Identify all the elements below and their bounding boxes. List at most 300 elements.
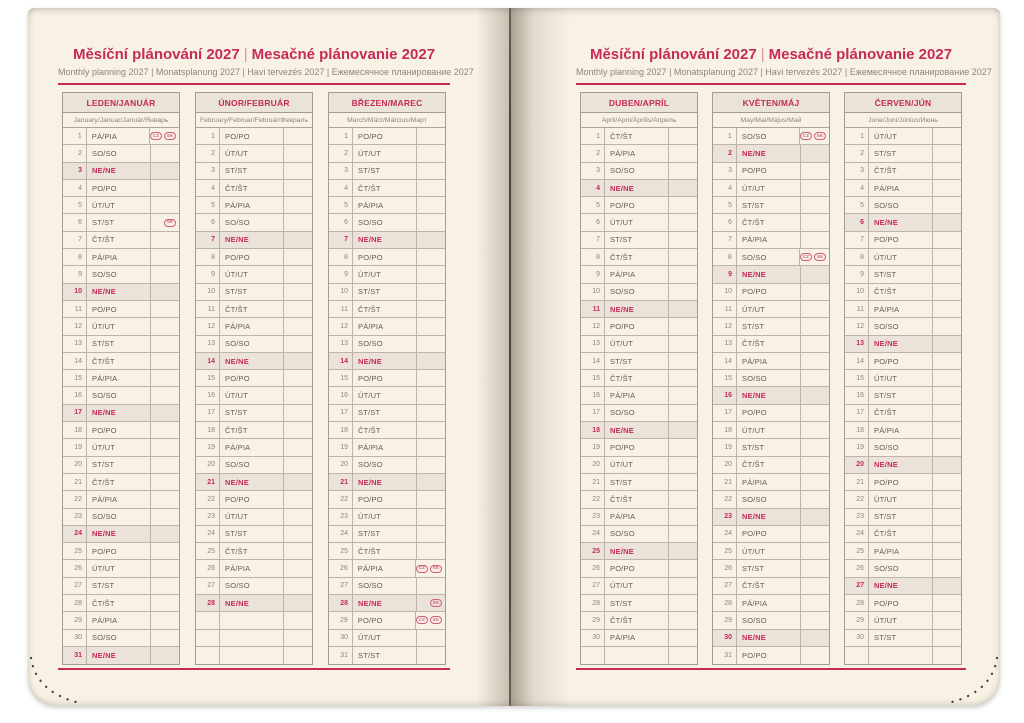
notes-cell bbox=[801, 405, 829, 421]
notes-cell bbox=[151, 491, 179, 507]
day-number-cell: 17 bbox=[63, 405, 87, 421]
day-name-cell: ST/ST bbox=[737, 560, 801, 576]
day-name-cell: ÚT/UT bbox=[87, 560, 151, 576]
day-row bbox=[63, 405, 179, 422]
day-number-cell: 9 bbox=[63, 266, 87, 282]
notes-cell bbox=[284, 145, 312, 161]
notes-cell bbox=[151, 457, 179, 473]
day-name-cell: ČT/ŠT bbox=[605, 128, 669, 144]
notes-cell bbox=[417, 266, 445, 282]
day-name-cell: NE/NE bbox=[220, 232, 284, 248]
notes-cell bbox=[284, 630, 312, 646]
notes-cell bbox=[417, 353, 445, 369]
day-row bbox=[329, 284, 445, 301]
day-row bbox=[329, 560, 445, 577]
day-row bbox=[845, 370, 961, 387]
day-name-cell: SO/SO bbox=[87, 145, 151, 161]
day-name-cell: NE/NE bbox=[353, 474, 417, 490]
day-row bbox=[581, 214, 697, 231]
day-number-cell: 24 bbox=[845, 526, 869, 542]
day-number-cell: 12 bbox=[713, 318, 737, 334]
day-row bbox=[196, 491, 312, 508]
notes-cell bbox=[801, 439, 829, 455]
notes-cell bbox=[801, 232, 829, 248]
day-number-cell: 27 bbox=[329, 578, 353, 594]
day-row bbox=[713, 370, 829, 387]
day-number-cell: 6 bbox=[845, 214, 869, 230]
day-number-cell: 27 bbox=[713, 578, 737, 594]
day-name-cell: SO/SO bbox=[869, 560, 933, 576]
day-row bbox=[581, 197, 697, 214]
notes-cell bbox=[284, 491, 312, 507]
day-row bbox=[713, 128, 829, 145]
notes-cell bbox=[801, 457, 829, 473]
day-number-cell: 26 bbox=[581, 560, 605, 576]
day-name-cell: PÁ/PIA bbox=[220, 197, 284, 213]
empty-day-row bbox=[196, 647, 312, 664]
day-name-cell: ÚT/UT bbox=[87, 197, 151, 213]
day-name-cell: PO/PO bbox=[737, 284, 801, 300]
day-number-cell: 18 bbox=[63, 422, 87, 438]
right-page bbox=[510, 8, 1000, 706]
notes-cell bbox=[801, 560, 829, 576]
day-name-cell: ČT/ŠT bbox=[87, 353, 151, 369]
day-name-cell: ÚT/UT bbox=[869, 370, 933, 386]
notes-cell bbox=[284, 266, 312, 282]
notes-cell bbox=[284, 560, 312, 576]
day-name-cell: ÚT/UT bbox=[605, 214, 669, 230]
day-row bbox=[713, 560, 829, 577]
day-name-cell: PÁ/PIA bbox=[869, 422, 933, 438]
day-number-cell: 16 bbox=[196, 387, 220, 403]
notes-cell bbox=[284, 543, 312, 559]
day-row bbox=[329, 509, 445, 526]
day-row bbox=[63, 630, 179, 647]
holiday-badge-sk: SK bbox=[430, 565, 442, 573]
notes-cell bbox=[801, 318, 829, 334]
notes-cell bbox=[933, 630, 961, 646]
day-row bbox=[581, 284, 697, 301]
day-number-cell: 24 bbox=[196, 526, 220, 542]
day-name-cell: ÚT/UT bbox=[605, 457, 669, 473]
day-number-cell bbox=[196, 647, 220, 664]
notes-cell bbox=[151, 266, 179, 282]
notes-cell bbox=[284, 387, 312, 403]
notes-cell bbox=[284, 405, 312, 421]
day-number-cell: 30 bbox=[713, 630, 737, 646]
day-number-cell: 10 bbox=[713, 284, 737, 300]
day-name-cell: PÁ/PIA bbox=[220, 318, 284, 334]
notes-cell bbox=[284, 526, 312, 542]
notes-cell bbox=[417, 630, 445, 646]
notes-cell bbox=[801, 284, 829, 300]
day-name-cell: NE/NE bbox=[869, 457, 933, 473]
day-number-cell: 22 bbox=[196, 491, 220, 507]
notes-cell bbox=[669, 336, 697, 352]
day-number-cell bbox=[581, 647, 605, 664]
notes-cell bbox=[284, 214, 312, 230]
day-row bbox=[581, 630, 697, 647]
day-row bbox=[329, 578, 445, 595]
day-row bbox=[329, 214, 445, 231]
day-number-cell: 24 bbox=[581, 526, 605, 542]
day-number-cell: 22 bbox=[713, 491, 737, 507]
day-number-cell: 26 bbox=[845, 560, 869, 576]
day-number-cell: 8 bbox=[581, 249, 605, 265]
month-title: LEDEN/JANUÁR bbox=[63, 93, 179, 113]
month-title: ČERVEN/JÚN bbox=[845, 93, 961, 113]
notes-cell bbox=[933, 249, 961, 265]
day-number-cell: 2 bbox=[845, 145, 869, 161]
day-row bbox=[845, 526, 961, 543]
day-name-cell: NE/NE bbox=[869, 336, 933, 352]
day-row bbox=[581, 422, 697, 439]
day-name-cell: ČT/ŠT bbox=[869, 405, 933, 421]
day-name-cell: ST/ST bbox=[869, 509, 933, 525]
notes-cell bbox=[417, 526, 445, 542]
day-row bbox=[329, 543, 445, 560]
day-row bbox=[845, 249, 961, 266]
notes-cell bbox=[669, 595, 697, 611]
day-row bbox=[329, 474, 445, 491]
day-name-cell: ST/ST bbox=[737, 318, 801, 334]
day-number-cell: 28 bbox=[845, 595, 869, 611]
notes-cell bbox=[669, 232, 697, 248]
page-title-sk: Mesačné plánovanie 2027 bbox=[251, 46, 436, 63]
day-row bbox=[196, 543, 312, 560]
day-row bbox=[845, 612, 961, 629]
notes-cell bbox=[284, 612, 312, 628]
day-row bbox=[196, 560, 312, 577]
day-number-cell: 21 bbox=[713, 474, 737, 490]
day-name-cell: ČT/ŠT bbox=[220, 422, 284, 438]
day-name-cell: PO/PO bbox=[869, 353, 933, 369]
day-number-cell: 10 bbox=[845, 284, 869, 300]
notes-cell bbox=[669, 128, 697, 144]
notes-cell bbox=[669, 301, 697, 317]
notes-cell bbox=[151, 526, 179, 542]
notes-cell bbox=[933, 266, 961, 282]
day-number-cell: 25 bbox=[581, 543, 605, 559]
day-name-cell: PO/PO bbox=[869, 232, 933, 248]
notes-cell bbox=[669, 284, 697, 300]
day-row bbox=[196, 439, 312, 456]
day-name-cell: ČT/ŠT bbox=[605, 491, 669, 507]
day-row bbox=[196, 284, 312, 301]
notes-cell bbox=[284, 370, 312, 386]
day-row bbox=[845, 163, 961, 180]
holiday-badge-sk: SK bbox=[814, 132, 826, 140]
month-languages: May/Mai/Május/Май bbox=[713, 113, 829, 128]
day-name-cell: ÚT/UT bbox=[353, 509, 417, 525]
notes-cell bbox=[933, 439, 961, 455]
day-name-cell bbox=[220, 630, 284, 646]
day-name-cell: ÚT/UT bbox=[869, 249, 933, 265]
page-subtitle: Monthly planning 2027 | Monatsplanung 2027 | Havi tervezés 2027 | Ежемесячное планирование 2027 bbox=[58, 67, 474, 77]
notes-cell bbox=[416, 560, 445, 576]
day-number-cell: 1 bbox=[845, 128, 869, 144]
day-name-cell: PO/PO bbox=[353, 128, 417, 144]
day-name-cell: NE/NE bbox=[737, 266, 801, 282]
day-row bbox=[63, 439, 179, 456]
day-number-cell: 5 bbox=[196, 197, 220, 213]
notes-cell bbox=[151, 249, 179, 265]
day-name-cell: ST/ST bbox=[737, 439, 801, 455]
day-name-cell: PO/PO bbox=[220, 491, 284, 507]
holiday-badge-sk: SK bbox=[430, 616, 442, 624]
day-name-cell: NE/NE bbox=[353, 353, 417, 369]
notes-cell bbox=[669, 145, 697, 161]
day-name-cell: NE/NE bbox=[737, 630, 801, 646]
day-number-cell: 3 bbox=[196, 163, 220, 179]
day-number-cell: 27 bbox=[63, 578, 87, 594]
day-name-cell: ST/ST bbox=[605, 474, 669, 490]
day-row bbox=[63, 595, 179, 612]
notes-cell bbox=[801, 630, 829, 646]
day-row bbox=[713, 474, 829, 491]
day-number-cell: 20 bbox=[63, 457, 87, 473]
notes-cell bbox=[417, 509, 445, 525]
notes-cell bbox=[284, 422, 312, 438]
notes-cell bbox=[417, 405, 445, 421]
notes-cell bbox=[801, 197, 829, 213]
day-name-cell: SO/SO bbox=[87, 630, 151, 646]
day-number-cell: 11 bbox=[845, 301, 869, 317]
day-name-cell: ST/ST bbox=[737, 197, 801, 213]
day-number-cell: 4 bbox=[329, 180, 353, 196]
day-row bbox=[845, 543, 961, 560]
notes-cell bbox=[151, 145, 179, 161]
day-row bbox=[581, 128, 697, 145]
month-languages: June/Juni/Június/Июнь bbox=[845, 113, 961, 128]
day-number-cell: 6 bbox=[713, 214, 737, 230]
day-row bbox=[196, 405, 312, 422]
day-row bbox=[713, 145, 829, 162]
day-number-cell: 8 bbox=[329, 249, 353, 265]
notes-cell bbox=[801, 647, 829, 664]
day-row bbox=[845, 560, 961, 577]
day-row bbox=[581, 474, 697, 491]
day-name-cell: ÚT/UT bbox=[737, 301, 801, 317]
day-row bbox=[329, 370, 445, 387]
day-row bbox=[329, 422, 445, 439]
notes-cell bbox=[933, 387, 961, 403]
day-name-cell: NE/NE bbox=[87, 163, 151, 179]
day-name-cell: PÁ/PIA bbox=[737, 474, 801, 490]
notes-cell bbox=[284, 284, 312, 300]
notes-cell bbox=[417, 387, 445, 403]
day-name-cell: ÚT/UT bbox=[605, 336, 669, 352]
month-table bbox=[712, 92, 830, 665]
day-row bbox=[329, 180, 445, 197]
day-number-cell: 11 bbox=[63, 301, 87, 317]
day-row bbox=[581, 405, 697, 422]
day-row bbox=[63, 578, 179, 595]
day-row bbox=[713, 509, 829, 526]
page-subtitle: Monthly planning 2027 | Monatsplanung 2027 | Havi tervezés 2027 | Ежемесячное планирование 2027 bbox=[576, 67, 992, 77]
day-name-cell: PO/PO bbox=[869, 595, 933, 611]
notes-cell bbox=[284, 318, 312, 334]
day-number-cell: 13 bbox=[329, 336, 353, 352]
day-row bbox=[329, 387, 445, 404]
day-name-cell: NE/NE bbox=[220, 595, 284, 611]
notes-cell bbox=[284, 336, 312, 352]
day-number-cell: 16 bbox=[63, 387, 87, 403]
notes-cell bbox=[933, 197, 961, 213]
day-number-cell: 18 bbox=[581, 422, 605, 438]
day-number-cell: 5 bbox=[845, 197, 869, 213]
notes-cell bbox=[933, 318, 961, 334]
day-name-cell: ST/ST bbox=[220, 526, 284, 542]
day-number-cell: 4 bbox=[581, 180, 605, 196]
notes-cell bbox=[417, 318, 445, 334]
day-row bbox=[845, 422, 961, 439]
day-number-cell: 7 bbox=[713, 232, 737, 248]
day-number-cell: 17 bbox=[581, 405, 605, 421]
day-name-cell: ČT/ŠT bbox=[605, 370, 669, 386]
day-number-cell: 14 bbox=[581, 353, 605, 369]
day-name-cell: PO/PO bbox=[605, 560, 669, 576]
notes-cell bbox=[669, 630, 697, 646]
day-name-cell: NE/NE bbox=[220, 474, 284, 490]
day-name-cell: NE/NE bbox=[353, 232, 417, 248]
notes-cell bbox=[151, 509, 179, 525]
notes-cell bbox=[669, 509, 697, 525]
month-table bbox=[844, 92, 962, 665]
notes-cell bbox=[933, 128, 961, 144]
corner-stitch-icon bbox=[29, 653, 81, 705]
empty-day-row bbox=[196, 630, 312, 647]
notes-cell bbox=[669, 612, 697, 628]
day-number-cell: 14 bbox=[713, 353, 737, 369]
day-name-cell: PÁ/PIA bbox=[737, 232, 801, 248]
notes-cell bbox=[284, 578, 312, 594]
day-row bbox=[713, 214, 829, 231]
months-container bbox=[576, 92, 966, 665]
notes-cell bbox=[417, 232, 445, 248]
day-number-cell: 23 bbox=[63, 509, 87, 525]
day-row bbox=[845, 439, 961, 456]
day-row bbox=[581, 145, 697, 162]
notes-cell bbox=[151, 336, 179, 352]
title-rule bbox=[576, 83, 966, 85]
day-number-cell: 2 bbox=[196, 145, 220, 161]
notes-cell bbox=[933, 612, 961, 628]
day-name-cell: NE/NE bbox=[87, 284, 151, 300]
notes-cell bbox=[933, 457, 961, 473]
day-name-cell: ÚT/UT bbox=[87, 318, 151, 334]
day-row bbox=[329, 249, 445, 266]
day-name-cell: SO/SO bbox=[737, 249, 800, 265]
day-row bbox=[713, 595, 829, 612]
day-row bbox=[845, 232, 961, 249]
day-row bbox=[713, 526, 829, 543]
day-number-cell: 16 bbox=[845, 387, 869, 403]
day-row bbox=[63, 214, 179, 231]
day-name-cell: SO/SO bbox=[353, 336, 417, 352]
day-number-cell: 21 bbox=[329, 474, 353, 490]
notes-cell bbox=[284, 457, 312, 473]
title-separator: | bbox=[243, 46, 248, 63]
day-number-cell: 19 bbox=[196, 439, 220, 455]
day-name-cell: ČT/ŠT bbox=[353, 301, 417, 317]
day-number-cell: 20 bbox=[196, 457, 220, 473]
day-name-cell: ST/ST bbox=[353, 284, 417, 300]
day-number-cell: 22 bbox=[63, 491, 87, 507]
notes-cell bbox=[417, 336, 445, 352]
notes-cell bbox=[800, 128, 829, 144]
day-number-cell: 18 bbox=[845, 422, 869, 438]
day-number-cell: 9 bbox=[845, 266, 869, 282]
day-number-cell bbox=[196, 612, 220, 628]
day-number-cell: 9 bbox=[329, 266, 353, 282]
notes-cell bbox=[417, 595, 445, 611]
day-row bbox=[581, 266, 697, 283]
day-number-cell: 26 bbox=[63, 560, 87, 576]
notes-cell bbox=[284, 232, 312, 248]
day-name-cell: PÁ/PIA bbox=[87, 370, 151, 386]
day-number-cell: 21 bbox=[581, 474, 605, 490]
day-row bbox=[845, 301, 961, 318]
day-number-cell: 15 bbox=[329, 370, 353, 386]
notes-cell bbox=[284, 128, 312, 144]
day-name-cell: SO/SO bbox=[737, 128, 800, 144]
day-row bbox=[196, 422, 312, 439]
notes-cell bbox=[151, 284, 179, 300]
day-name-cell: ÚT/UT bbox=[353, 266, 417, 282]
day-row bbox=[63, 526, 179, 543]
day-name-cell: PO/PO bbox=[220, 370, 284, 386]
notes-cell bbox=[417, 163, 445, 179]
notes-cell bbox=[417, 284, 445, 300]
day-name-cell: ST/ST bbox=[87, 457, 151, 473]
day-row bbox=[196, 197, 312, 214]
day-row bbox=[713, 266, 829, 283]
day-name-cell: ČT/ŠT bbox=[353, 180, 417, 196]
day-name-cell: ÚT/UT bbox=[869, 612, 933, 628]
notes-cell bbox=[151, 474, 179, 490]
notes-cell bbox=[801, 180, 829, 196]
month-languages: April/April/Április/Апрель bbox=[581, 113, 697, 128]
day-row bbox=[713, 197, 829, 214]
day-number-cell: 20 bbox=[329, 457, 353, 473]
day-number-cell: 1 bbox=[713, 128, 737, 144]
day-row bbox=[581, 595, 697, 612]
day-number-cell: 15 bbox=[845, 370, 869, 386]
day-name-cell: ČT/ŠT bbox=[869, 284, 933, 300]
notes-cell bbox=[801, 336, 829, 352]
notes-cell bbox=[801, 509, 829, 525]
day-number-cell: 7 bbox=[63, 232, 87, 248]
day-row bbox=[196, 509, 312, 526]
day-row bbox=[63, 284, 179, 301]
notes-cell bbox=[669, 163, 697, 179]
day-row bbox=[196, 353, 312, 370]
day-number-cell: 3 bbox=[581, 163, 605, 179]
month-languages: January/Januar/Január/Январь bbox=[63, 113, 179, 128]
day-number-cell: 15 bbox=[581, 370, 605, 386]
notes-cell bbox=[417, 491, 445, 507]
day-name-cell bbox=[220, 647, 284, 664]
day-name-cell: NE/NE bbox=[353, 595, 417, 611]
left-page bbox=[28, 8, 510, 706]
notes-cell bbox=[669, 474, 697, 490]
notes-cell bbox=[801, 578, 829, 594]
notes-cell bbox=[417, 214, 445, 230]
day-number-cell: 10 bbox=[196, 284, 220, 300]
day-number-cell: 26 bbox=[196, 560, 220, 576]
day-row bbox=[329, 353, 445, 370]
